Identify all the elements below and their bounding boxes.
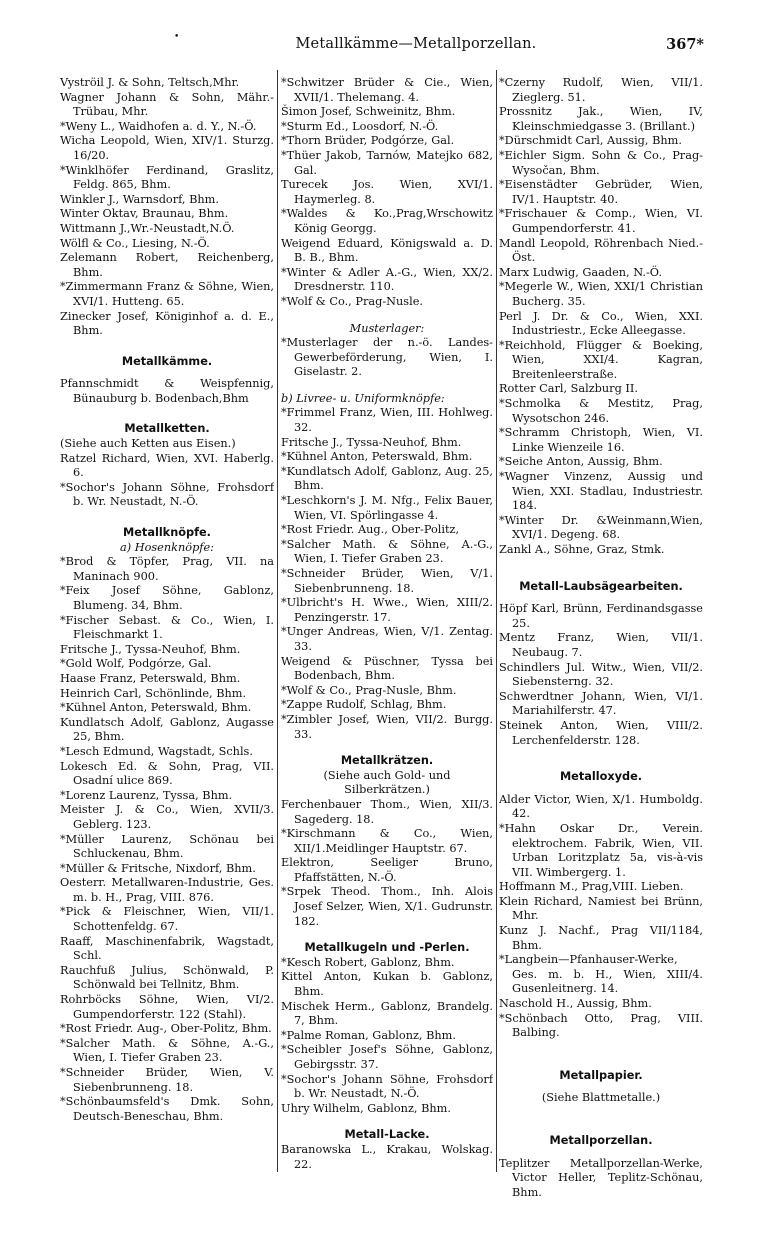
directory-entry: *Eichler Sigm. Sohn & Co., Prag-Wysočan, Bhm.: [499, 148, 703, 177]
column-divider-1: [277, 70, 278, 1172]
directory-entry: *Fischer Sebast. & Co., Wien, I. Fleischmarkt 1.: [60, 613, 274, 642]
directory-entry: Alder Victor, Wien, X/1. Humboldg. 42.: [499, 792, 703, 821]
directory-entry: *Zappe Rudolf, Schlag, Bhm.: [281, 698, 447, 712]
directory-entry: Haase Franz, Peterswald, Bhm.: [60, 671, 241, 685]
column-divider-2: [496, 70, 497, 1172]
directory-entry: Höpf Karl, Brünn, Ferdinandsgasse 25.: [499, 602, 703, 630]
directory-entry: Mandl Leopold, Röhrenbach Nied.-Öst.: [499, 236, 703, 265]
directory-entry: *Thorn Brüder, Podgórze, Gal.: [281, 134, 455, 148]
section-heading: Metallkugeln und -Perlen.: [304, 941, 470, 955]
directory-entry: Mentz Franz, Wien, VII/1. Neubaug. 7.: [499, 631, 703, 659]
directory-entry: *Rost Friedr. Aug., Ober-Politz,: [281, 523, 460, 537]
directory-entry: *Eisenstädter Gebrüder, Wien, IV/1. Hauptstr. 40.: [499, 178, 703, 206]
spacer: [499, 558, 703, 580]
page-title: Metallkämme—Metallporzellan.: [295, 36, 537, 52]
directory-entry: Zinecker Josef, Königinhof a. d. E., Bhm.: [60, 309, 274, 338]
directory-entry: *Brod & Töpfer, Prag, VII. na Maninach 900.: [60, 555, 274, 583]
directory-entry: *Schönbaumsfeld's Dmk. Sohn, Deutsch-Beneschau, Bhm.: [60, 1095, 274, 1123]
directory-entry: *Waldes & Ko.,Prag,Wrschowitz König Georgg.: [281, 207, 493, 235]
directory-entry: Lokesch Ed. & Sohn, Prag, VII. Osadní ulice 869.: [60, 759, 274, 788]
directory-entry: Elektron, Seeliger Bruno, Pfaffstätten, N.-Ö.: [281, 856, 493, 884]
spacer: [499, 1106, 703, 1134]
directory-entry: *Thüer Jakob, Tarnów, Matejko 682, Gal.: [281, 148, 493, 177]
directory-entry: *Frimmel Franz, Wien, III. Hohlweg. 32.: [281, 406, 493, 435]
directory-entry: *Srpek Theod. Thom., Inh. Alois Josef Selzer, Wien, X/1. Gudrunstr. 182.: [281, 885, 493, 928]
directory-entry: Perl J. Dr. & Co., Wien, XXI. Industriestr., Ecke Alleegasse.: [499, 309, 703, 338]
directory-entry: *Zimmermann Franz & Söhne, Wien, XVI/1. Hutteng. 65.: [60, 280, 274, 308]
directory-entry: *Dürschmidt Carl, Aussig, Bhm.: [499, 134, 682, 148]
directory-entry: *Rost Friedr. Aug-, Ober-Politz, Bhm.: [60, 1022, 272, 1036]
directory-entry: Prossnitz Jak., Wien, IV, Kleinschmiedgasse 3. (Brillant.): [499, 105, 703, 133]
directory-entry: *Feix Josef Söhne, Gablonz, Blumeng. 34, Bhm.: [60, 584, 274, 612]
directory-entry: Steinek Anton, Wien, VIII/2. Lerchenfelderstr. 128.: [499, 718, 703, 747]
directory-entry: *Lesch Edmund, Wagstadt, Schls.: [60, 744, 253, 758]
directory-entry: *Lorenz Laurenz, Tyssa, Bhm.: [60, 788, 233, 802]
directory-entry: *Wolf & Co., Prag-Nusle.: [281, 294, 423, 308]
directory-entry: *Zimbler Josef, Wien, VII/2. Burgg. 33.: [281, 712, 493, 741]
directory-entry: Ferchenbauer Thom., Wien, XII/3. Sagederg. 18.: [281, 797, 493, 826]
section-heading: Metallporzellan.: [549, 1134, 653, 1147]
cross-reference-note: (Siehe Blattmetalle.): [541, 1091, 661, 1105]
spacer: [281, 929, 493, 941]
directory-entry: (Siehe auch Ketten aus Eisen.): [60, 437, 236, 451]
spacer: [281, 380, 493, 392]
directory-entry: *Wagner Vinzenz, Aussig und Wien, XXI. Stadlau, Industriestr. 184.: [499, 470, 703, 513]
directory-entry: *Müller & Fritsche, Nixdorf, Bhm.: [60, 861, 256, 875]
directory-entry: *Reichhold, Flügger & Boeking, Wien, XXI/4. Kagran, Breitenleerstraße.: [499, 338, 703, 381]
spacer: [499, 1083, 703, 1091]
directory-entry: Klein Richard, Namiest bei Brünn, Mhr.: [499, 894, 703, 923]
directory-entry: *Weny L., Waidhofen a. d. Y., N.-Ö.: [60, 119, 257, 133]
directory-entry: *Schramm Christoph, Wien, VI. Linke Wienzeile 16.: [499, 426, 703, 454]
directory-entry: *Kesch Robert, Gablonz, Bhm.: [281, 955, 455, 969]
directory-entry: *Winklhöfer Ferdinand, Graslitz, Feldg. 865, Bhm.: [60, 163, 274, 192]
directory-entry: *Seiche Anton, Aussig, Bhm.: [499, 455, 663, 469]
directory-entry: *Ulbricht's H. Wwe., Wien, XIII/2. Penzingerstr. 17.: [281, 596, 493, 624]
directory-entry: Fritsche J., Tyssa-Neuhof, Bhm.: [60, 642, 241, 656]
directory-entry: Hoffmann M., Prag,VIII. Lieben.: [499, 880, 684, 894]
directory-entry: Weigend Eduard, Königswald a. D. B. B., Bhm.: [281, 236, 493, 265]
directory-entry: *Salcher Math. & Söhne, A.-G., Wien, I. Tiefer Graben 23.: [281, 537, 493, 566]
directory-entry: *Musterlager der n.-ö. Landes-Gewerbeförderung, Wien, I. Giselastr. 2.: [281, 336, 493, 379]
column-right: [499, 76, 703, 1200]
directory-entry: Wicha Leopold, Wien, XIV/1. Sturzg. 16/20.: [60, 134, 274, 162]
spacer: [499, 1041, 703, 1069]
print-mark: •: [174, 32, 180, 42]
section-heading: Metallkrätzen.: [340, 754, 434, 768]
directory-entry: *Megerle W., Wien, XXI/1 Christian Bucherg. 35.: [499, 280, 703, 308]
directory-entry: Naschold H., Aussig, Bhm.: [499, 997, 652, 1011]
directory-entry: *Langbein—Pfanhauser-Werke, Ges. m. b. H., Wien, XIII/4. Gusenleitnerg. 14.: [499, 953, 703, 996]
subsection-heading: b) Livree- u. Uniformknöpfe:: [281, 391, 445, 405]
directory-entry: Wölfl & Co., Liesing, N.-Ö.: [60, 236, 210, 250]
directory-entry: Baranowska L., Krakau, Wolskag. 22.: [281, 1142, 493, 1171]
directory-entry: Kundlatsch Adolf, Gablonz, Augasse 25, Bhm.: [60, 715, 274, 744]
directory-entry: Kittel Anton, Kukan b. Gablonz, Bhm.: [281, 970, 493, 999]
directory-entry: *Sochor's Johann Söhne, Frohsdorf b. Wr. Neustadt, N.-Ö.: [60, 480, 274, 509]
directory-entry: *Kühnel Anton, Peterswald, Bhm.: [60, 701, 252, 715]
directory-entry: Raaff, Maschinenfabrik, Wagstadt, Schl.: [60, 934, 274, 963]
directory-entry: Rotter Carl, Salzburg II.: [499, 382, 638, 396]
directory-entry: *Schmolka & Mestitz, Prag, Wysotschon 246.: [499, 397, 703, 425]
directory-entry: *Kirschmann & Co., Wien, XII/1.Meidlinger Hauptstr. 67.: [281, 827, 493, 855]
directory-entry: Ratzel Richard, Wien, XVI. Haberlg. 6.: [60, 451, 274, 480]
page-number: 367*: [666, 36, 704, 53]
column-middle: [281, 76, 493, 1172]
directory-entry: *Sochor's Johann Söhne, Frohsdorf b. Wr. Neustadt, N.-Ö.: [281, 1072, 493, 1101]
directory-entry: *Wolf & Co., Prag-Nusle, Bhm.: [281, 683, 457, 697]
directory-entry: *Frischauer & Comp., Wien, VI. Gumpendorferstr. 41.: [499, 207, 703, 235]
section-heading: Metall-Laubsägearbeiten.: [519, 579, 683, 593]
directory-entry: *Sturm Ed., Loosdorf, N.-Ö.: [281, 119, 439, 133]
spacer: [60, 339, 274, 355]
directory-entry: Rauchfuß Julius, Schönwald, P. Schönwald bei Tellnitz, Bhm.: [60, 963, 274, 992]
directory-entry: *Winter Dr. &Weinmann,Wien, XVI/1. Degeng. 68.: [499, 513, 703, 542]
section-heading: Metall-Lacke.: [344, 1128, 430, 1142]
spacer: [499, 748, 703, 770]
spacer: [281, 1116, 493, 1128]
spacer: [60, 406, 274, 422]
directory-entry: Vyströil J. & Sohn, Teltsch,Mhr.: [60, 76, 240, 89]
directory-entry: Wittmann J.,Wr.-Neustadt,N.Ö.: [60, 221, 235, 235]
directory-entry: *Schneider Brüder, Wien, V/1. Siebenbrunneng. 18.: [281, 567, 493, 595]
directory-entry: Zankl A., Söhne, Graz, Stmk.: [499, 543, 665, 556]
directory-entry: *Kundlatsch Adolf, Gablonz, Aug. 25, Bhm.: [281, 464, 493, 493]
directory-entry: *Leschkorn's J. M. Nfg., Felix Bauer, Wien, VI. Spörlingasse 4.: [281, 494, 493, 522]
spacer: [60, 369, 274, 377]
directory-entry: *Scheibler Josef's Söhne, Gablonz, Gebirgsstr. 37.: [281, 1043, 493, 1071]
spacer: [499, 594, 703, 602]
directory-entry: Marx Ludwig, Gaaden, N.-Ö.: [499, 265, 662, 279]
directory-entry: Schindlers Jul. Witw., Wien, VII/2. Siebensterng. 32.: [499, 660, 703, 689]
directory-entry: Fritsche J., Tyssa-Neuhof, Bhm.: [281, 435, 462, 449]
spacer: [499, 1149, 703, 1157]
subsection-heading: Musterlager:: [349, 321, 425, 335]
directory-entry: Teplitzer Metallporzellan-Werke, Victor Heller, Teplitz-Schönau, Bhm.: [499, 1156, 703, 1199]
spacer: [281, 310, 493, 322]
directory-entry: *Schneider Brüder, Wien, V. Siebenbrunneng. 18.: [60, 1066, 274, 1094]
subsection-heading: a) Hosenknöpfe:: [120, 540, 214, 554]
directory-entry: Šimon Josef, Schweinitz, Bhm.: [281, 105, 456, 119]
directory-entry: Schwerdtner Johann, Wien, VI/1. Mariahilferstr. 47.: [499, 689, 703, 718]
directory-entry: Winkler J., Warnsdorf, Bhm.: [60, 192, 219, 206]
directory-entry: Rohrböcks Söhne, Wien, VI/2. Gumpendorferstr. 122 (Stahl).: [60, 993, 274, 1021]
directory-entry: *Schwitzer Brüder & Cie., Wien, XVII/1. Thelemang. 4.: [281, 76, 493, 104]
directory-entry: *Czerny Rudolf, Wien, VII/1. Zieglerg. 51.: [499, 76, 703, 104]
directory-entry: Wagner Johann & Sohn, Mähr.-Trübau, Mhr.: [60, 90, 274, 119]
directory-entry: *Palme Roman, Gablonz, Bhm.: [281, 1028, 456, 1042]
directory-entry: *Kühnel Anton, Peterswald, Bhm.: [281, 450, 473, 464]
directory-entry: Winter Oktav, Braunau, Bhm.: [60, 207, 229, 221]
directory-entry: Heinrich Carl, Schönlinde, Bhm.: [60, 686, 247, 700]
directory-entry: Oesterr. Metallwaren-Industrie, Ges. m. b. H., Prag, VIII. 876.: [60, 876, 274, 904]
spacer: [60, 510, 274, 526]
section-heading: Metallknöpfe.: [123, 526, 211, 540]
section-heading: Metallpapier.: [559, 1068, 643, 1082]
cross-reference-note: (Siehe auch Gold- und Silberkrätzen.): [323, 768, 451, 797]
directory-entry: Weigend & Püschner, Tyssa bei Bodenbach, Bhm.: [281, 654, 493, 683]
directory-entry: *Winter & Adler A.-G., Wien, XX/2. Dresdnerstr. 110.: [281, 265, 493, 294]
directory-entry: *Salcher Math. & Söhne, A.-G., Wien, I. Tiefer Graben 23.: [60, 1036, 274, 1065]
directory-entry: Turecek Jos. Wien, XVI/1. Haymerleg. 8.: [281, 178, 493, 206]
directory-entry: Mischek Herm., Gablonz, Brandelg. 7, Bhm.: [281, 999, 493, 1028]
directory-entry: *Unger Andreas, Wien, V/1. Zentag. 33.: [281, 625, 493, 653]
section-heading: Metalloxyde.: [559, 770, 643, 784]
page-header: [56, 32, 706, 58]
directory-entry: *Pick & Fleischner, Wien, VII/1. Schottenfeldg. 67.: [60, 905, 274, 934]
directory-entry: Zelemann Robert, Reichenberg, Bhm.: [60, 251, 274, 279]
directory-entry: Kunz J. Nachf., Prag VII/1184, Bhm.: [499, 924, 703, 952]
directory-entry: Pfannschmidt & Weispfennig, Bünauburg b. Bodenbach,Bhm: [60, 377, 274, 405]
directory-entry: *Müller Laurenz, Schönau bei Schluckenau, Bhm.: [60, 832, 274, 861]
directory-entry: *Gold Wolf, Podgórze, Gal.: [60, 657, 212, 671]
directory-entry: *Schönbach Otto, Prag, VIII. Balbing.: [499, 1011, 703, 1040]
directory-entry: *Hahn Oskar Dr., Verein. elektrochem. Fabrik, Wien, VII. Urban Loritzplatz 5a, vis-à-vis VII. Wimbergerg. 1.: [499, 821, 703, 879]
spacer: [281, 742, 493, 754]
section-heading: Metallkämme.: [121, 354, 213, 368]
directory-entry: Uhry Wilhelm, Gablonz, Bhm.: [281, 1101, 451, 1115]
section-heading: Metallketten.: [124, 422, 210, 436]
directory-entry: Meister J. & Co., Wien, XVII/3. Geblerg. 123.: [60, 803, 274, 831]
column-left: [60, 76, 274, 1124]
spacer: [499, 785, 703, 793]
